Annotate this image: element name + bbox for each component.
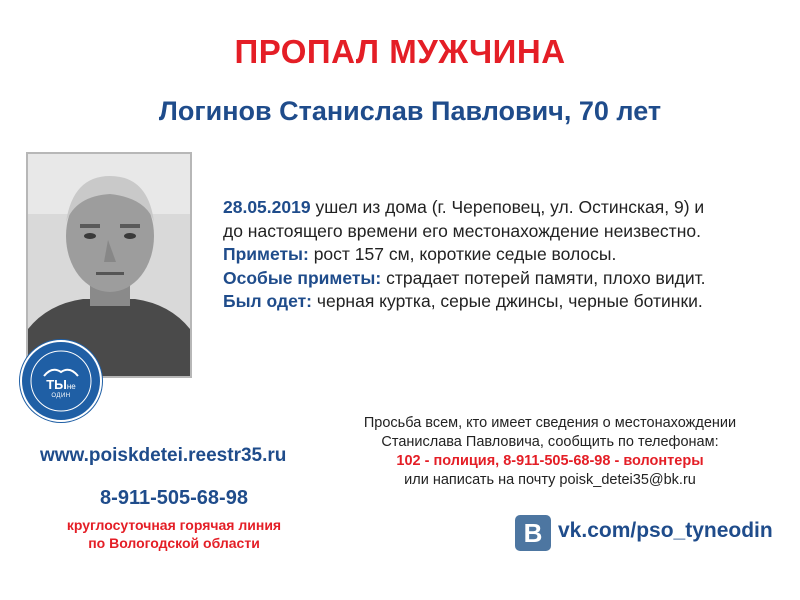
request-phones: 102 - полиция, 8-911-505-68-98 - волонтеры [396,453,704,469]
contact-request [300,414,800,490]
vk-icon: В [515,515,551,551]
details-line-unknown: до настоящего времени его местонахождение неизвестно. [223,220,701,241]
details-line-clothing: Был одет: черная куртка, серые джинсы, черные ботинки. [223,291,703,311]
hotline-line-1: круглосуточная горячая линия [66,517,282,533]
person-details [223,196,788,314]
emblem-sub-text: ОДИН [51,393,71,399]
details-line-special: Особые приметы: страдает потерей памяти, плохо видит. [223,267,706,288]
emblem-small-text: не [66,382,76,391]
details-line-date: 28.05.2019 ушел из дома (г. Череповец, ул. Остинская, 9) и [223,197,705,217]
request-email: или написать на почту poisk_detei35@bk.ru [404,472,696,488]
details-line-signs: Приметы: рост 157 см, короткие седые волосы. [223,244,617,264]
request-line-1: Просьба всем, кто имеет сведения о местонахождении [363,415,737,431]
clothing-label: Был одет: [223,291,312,311]
signs-label: Приметы: [223,244,309,264]
person-name: Логинов Станислав Павлович, 70 лет [158,96,662,126]
website-link[interactable]: www.poiskdetei.reestr35.ru [40,445,287,466]
hotline-description [34,516,314,552]
headline: ПРОПАЛ МУЖЧИНА [234,33,566,70]
hotline-phone: 8-911-505-68-98 [100,487,248,509]
special-signs-label: Особые приметы: [223,267,382,288]
volunteer-emblem-logo [20,340,102,422]
hotline-line-2: по Вологодской области [88,535,260,551]
request-line-2: Станислава Павловича, сообщить по телефонам: [381,434,719,450]
missing-date: 28.05.2019 [223,197,311,217]
emblem-main-text: ТЫ [46,377,67,392]
vk-link[interactable]: vk.com/pso_tyneodin [558,519,773,542]
